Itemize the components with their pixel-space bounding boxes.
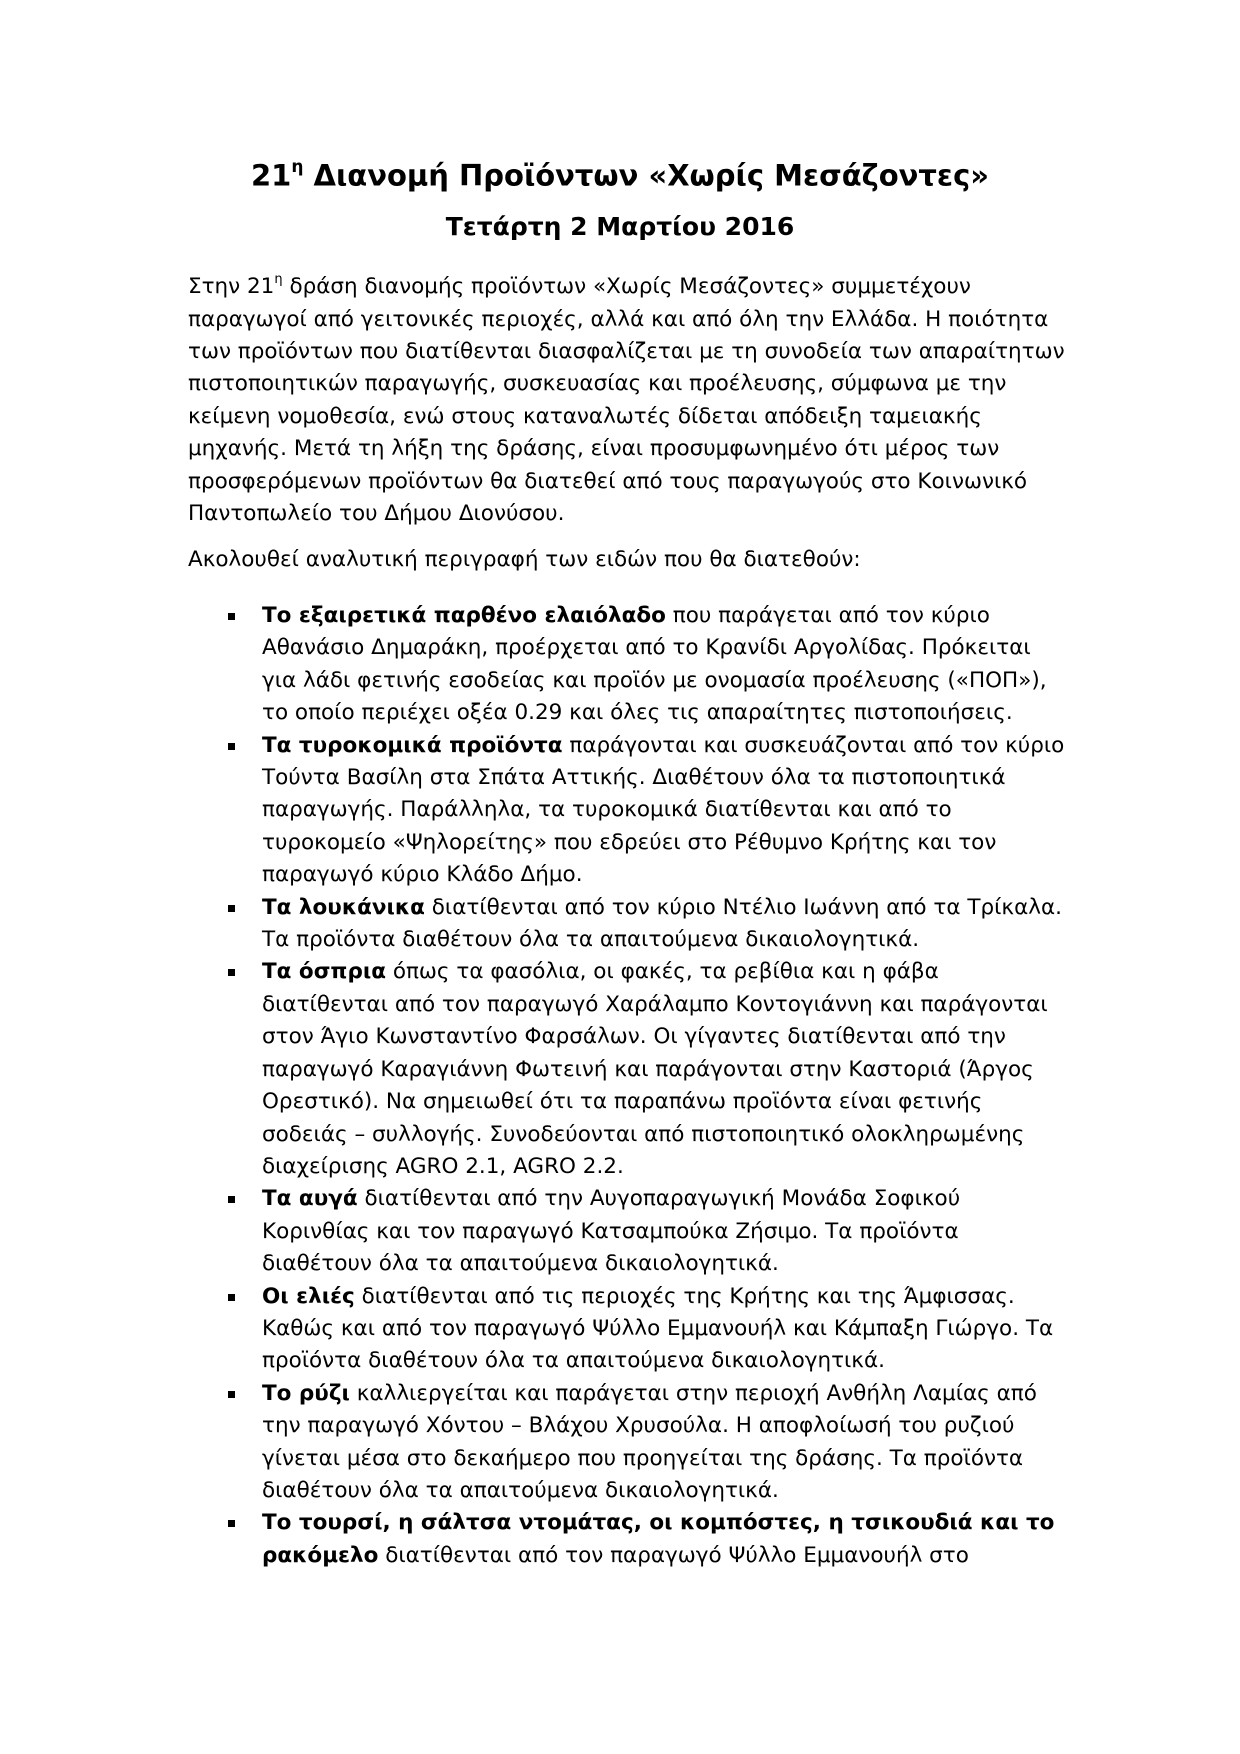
item-heading: Το ρύζι [262,1380,350,1406]
item-text: διατίθενται από τις περιοχές της Κρήτης και της Άμφισσας. Καθώς και από τον παραγωγό Ψύλλο Εμμανουήλ και Κάμπαξη Γιώργο. Τα προϊόντα διαθέτουν όλα τα απαιτούμενα δικαιολογητικά. [262,1283,1054,1374]
title-number: 21 [250,158,292,193]
item-text: διατίθενται από τον παραγωγό Ψύλλο Εμμανουήλ στο [378,1542,969,1568]
list-item [228,956,1068,1183]
square-bullet-icon [228,613,235,620]
intro-superscript: η [274,272,283,287]
title-superscript: η [291,157,304,177]
product-list [228,600,1068,1572]
list-item [228,1183,1068,1280]
title-text: Διανομή Προϊόντων «Χωρίς Μεσάζοντες» [303,158,990,193]
square-bullet-icon [228,905,235,912]
item-heading: Το εξαιρετικά παρθένο ελαιόλαδο [262,603,666,628]
item-text: καλλιεργείται και παράγεται στην περιοχή Ανθήλη Λαμίας από την παραγωγό Χόντου – Βλάχου Χρυσούλα. Η αποφλοίωσή του ρυζιού γίνεται μέσα στο δεκαήμερο που προηγείται της δράσης. Τα προϊόντα διαθέτουν όλα τα απαιτούμενα δικαιολογητικά. [262,1380,1037,1503]
item-heading: Τα όσπρια [262,959,386,985]
page-date: Τετάρτη 2 Μαρτίου 2016 [445,212,795,241]
item-text: διατίθενται από τον κύριο Ντέλιο Ιωάννη από τα Τρίκαλα. Τα προϊόντα διαθέτουν όλα τα απαιτούμενα δικαιολογητικά. [262,894,1062,953]
square-bullet-icon [228,1196,235,1203]
item-text: όπως τα φασόλια, οι φακές, τα ρεβίθια και η φάβα διατίθενται από τον παραγωγό Χαράλαμπο Κοντογιάννη και παράγονται στον Άγιο Κωνσταντίνο Φαρσάλων. Οι γίγαντες διατίθενται από την παραγωγό Καραγιάννη Φωτεινή και παράγονται στην Καστοριά (Άργος Ορεστικό). Να σημειωθεί ότι τα παραπάνω προϊόντα είναι φετινής σοδειάς – συλλογής. Συνοδεύονται από πιστοποιητικό ολοκληρωμένης διαχείρισης AGRO 2.1, AGRO 2.2. [262,959,1048,1179]
intro-text: δράση διανομής προϊόντων «Χωρίς Μεσάζοντες» συμμετέχουν παραγωγοί από γειτονικές περιοχές, αλλά και από όλη την Ελλάδα. Η ποιότητα των προϊόντων που διατίθενται διασφαλίζεται με τη συνοδεία των απαραίτητων πιστοποιητικών παραγωγής, συσκευασίας και προέλευσης, σύμφωνα με την κείμενη νομοθεσία, ενώ στους καταναλωτές δίδεται απόδειξη ταμειακής μηχανής. Μετά τη λήξη της δράσης, είναι προσυμφωνημένο ότι μέρος των προσφερόμενων προϊόντων θα διατεθεί από τους παραγωγούς στο Κοινωνικό Παντοπωλείο του Δήμου Διονύσου. [188,274,1065,526]
item-heading: Τα λουκάνικα [262,894,425,920]
square-bullet-icon [228,1294,235,1301]
item-text: που παράγεται από τον κύριο Αθανάσιο Δημαράκη, προέρχεται από το Κρανίδι Αργολίδας. Πρόκειται για λάδι φετινής εσοδείας και προϊόν με ονομασία προέλευσης («ΠΟΠ»), το οποίο περιέχει οξέα 0.29 και όλες τις απαραίτητες πιστοποιήσεις. [262,603,1047,726]
list-item [228,1378,1068,1508]
intro-paragraph [188,266,1068,530]
item-heading: Τα αυγά [262,1186,358,1212]
item-heading: Το τουρσί, η σάλτσα ντομάτας, οι κομπόστες, η τσικουδιά και το ρακόμελο [262,1510,1055,1568]
list-item [228,1507,1068,1572]
item-text: παράγονται και συσκευάζονται από τον κύριο Τούντα Βασίλη στα Σπάτα Αττικής. Διαθέτουν όλα τα πιστοποιητικά παραγωγής. Παράλληλα, τα τυροκομικά διατίθενται και από το τυροκομείο «Ψηλορείτης» που εδρεύει στο Ρέθυμνο Κρήτης και τον παραγωγό κύριο Κλάδο Δήμο. [262,732,1065,888]
square-bullet-icon [228,743,235,750]
item-heading: Τα τυροκομικά προϊόντα [262,732,563,758]
list-item [228,600,1068,730]
square-bullet-icon [228,969,235,976]
item-text: διατίθενται από την Αυγοπαραγωγική Μονάδα Σοφικού Κορινθίας και τον παραγωγό Κατσαμπούκα Ζήσιμο. Τα προϊόντα διαθέτουν όλα τα απαιτούμενα δικαιολογητικά. [262,1186,961,1277]
item-heading: Οι ελιές [262,1283,355,1309]
list-item [228,892,1068,957]
square-bullet-icon [228,1391,235,1398]
list-item [228,1281,1068,1378]
square-bullet-icon [228,1520,235,1527]
page-title [0,150,1240,196]
list-item [228,730,1068,892]
intro-prefix: Στην 21 [188,274,275,300]
list-lead: Ακολουθεί αναλυτική περιγραφή των ειδών που θα διατεθούν: [188,547,861,572]
